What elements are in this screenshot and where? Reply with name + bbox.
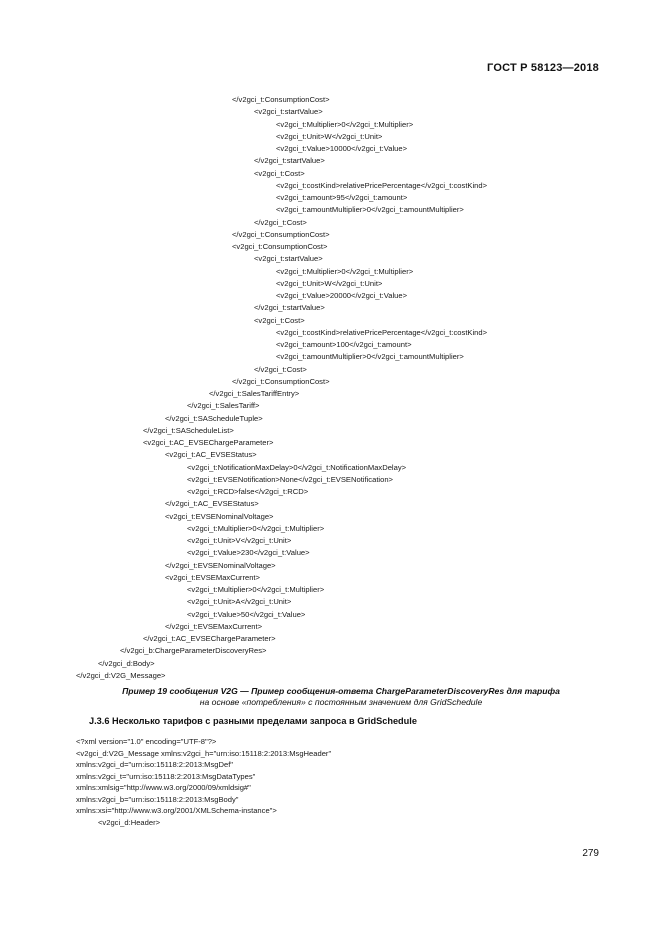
xml-code-line: </v2gci_d:V2G_Message>	[76, 670, 166, 680]
xml-code-line: </v2gci_b:ChargeParameterDiscoveryRes>	[120, 646, 267, 656]
xml-code-line: <v2gci_t:Multiplier>0</v2gci_t:Multiplier>	[276, 266, 414, 276]
xml-code-line: </v2gci_t:SAScheduleTuple>	[165, 413, 263, 423]
page-number: 279	[582, 848, 599, 859]
xml-code-line: xmlns:v2gci_b="urn:iso:15118:2:2013:MsgBody"	[76, 794, 239, 804]
xml-code-line: xmlns:xmlsig="http://www.w3.org/2000/09/xmldsig#"	[76, 783, 251, 792]
xml-code-line: </v2gci_t:startValue>	[254, 156, 325, 166]
xml-code-line: <v2gci_t:Cost>	[254, 168, 305, 178]
xml-code-line: </v2gci_t:ConsumptionCost>	[232, 95, 330, 104]
xml-code-line: </v2gci_t:SalesTariff>	[187, 401, 260, 411]
xml-code-line: <v2gci_t:startValue>	[254, 254, 323, 264]
xml-code-line: <v2gci_d:V2G_Message xmlns:v2gci_h="urn:iso:15118:2:2013:MsgHeader"	[76, 748, 332, 758]
xml-code-line: <v2gci_t:Value>230</v2gci_t:Value>	[187, 548, 310, 558]
xml-code-line: <v2gci_t:Unit>W</v2gci_t:Unit>	[276, 278, 383, 288]
xml-code-line: <v2gci_t:EVSENominalVoltage>	[165, 511, 274, 521]
xml-code-line: </v2gci_t:EVSEMaxCurrent>	[165, 621, 263, 631]
xml-code-line: <v2gci_t:EVSENotification>None</v2gci_t:EVSENotification>	[187, 474, 393, 484]
xml-code-line: <v2gci_t:EVSEMaxCurrent>	[165, 572, 260, 582]
xml-code-line: <v2gci_t:Multiplier>0</v2gci_t:Multiplier>	[276, 119, 414, 129]
xml-code-line: </v2gci_t:Cost>	[254, 217, 307, 227]
xml-code-line: <v2gci_t:Value>10000</v2gci_t:Value>	[276, 144, 408, 153]
xml-code-line: <v2gci_t:ConsumptionCost>	[232, 242, 328, 251]
xml-code-line: xmlns:v2gci_t="urn:iso:15118:2:2013:MsgDataTypes"	[76, 771, 256, 781]
xml-code-line: <v2gci_t:AC_EVSEChargeParameter>	[143, 438, 274, 447]
xml-code-line: <v2gci_t:Unit>V</v2gci_t:Unit>	[187, 536, 292, 545]
xml-code-line: <v2gci_t:amountMultiplier>0</v2gci_t:amountMultiplier>	[276, 352, 464, 362]
xml-code-line: <v2gci_t:NotificationMaxDelay>0</v2gci_t:NotificationMaxDelay>	[187, 462, 407, 472]
xml-code-line: </v2gci_t:AC_EVSEChargeParameter>	[143, 634, 276, 643]
xml-code-line: </v2gci_d:Body>	[98, 658, 155, 668]
xml-code-line: <v2gci_t:Cost>	[254, 315, 305, 325]
section-heading: J.3.6 Несколько тарифов с разными пределами запроса в GridSchedule	[89, 716, 417, 726]
xml-code-line: <v2gci_t:Value>50</v2gci_t:Value>	[187, 609, 306, 619]
xml-code-line: <v2gci_t:Value>20000</v2gci_t:Value>	[276, 291, 408, 300]
xml-code-line: xmlns:xsi="http://www.w3.org/2001/XMLSchema-instance">	[76, 806, 277, 815]
xml-code-line: <v2gci_t:amount>95</v2gci_t:amount>	[276, 193, 408, 202]
xml-code-line: </v2gci_t:ConsumptionCost>	[232, 229, 330, 239]
document-id: ГОСТ Р 58123—2018	[487, 62, 599, 74]
xml-code-line: </v2gci_t:AC_EVSEStatus>	[165, 499, 259, 509]
xml-code-line: <v2gci_t:AC_EVSEStatus>	[165, 450, 257, 460]
xml-code-line: <v2gci_t:amountMultiplier>0</v2gci_t:amountMultiplier>	[276, 205, 464, 215]
xml-code-line: <v2gci_t:amount>100</v2gci_t:amount>	[276, 340, 412, 349]
xml-code-line: <v2gci_t:Unit>A</v2gci_t:Unit>	[187, 597, 292, 607]
xml-code-line: <v2gci_d:Header>	[98, 817, 161, 827]
xml-code-line: <v2gci_t:costKind>relativePricePercentage</v2gci_t:costKind>	[276, 180, 488, 190]
xml-code-line: </v2gci_t:startValue>	[254, 303, 325, 313]
xml-code-line: </v2gci_t:SalesTariffEntry>	[209, 389, 300, 398]
xml-code-line: </v2gci_t:SAScheduleList>	[143, 425, 234, 435]
xml-code-line: <?xml version="1.0" encoding="UTF-8"?>	[76, 737, 217, 746]
xml-code-line: <v2gci_t:RCD>false</v2gci_t:RCD>	[187, 487, 309, 496]
xml-code-line: <v2gci_t:costKind>relativePricePercentage</v2gci_t:costKind>	[276, 327, 488, 337]
caption-line-1: Пример 19 сообщения V2G — Пример сообщения-ответа ChargeParameterDiscoveryRes для тарифа	[122, 686, 560, 696]
xml-code-line: <v2gci_t:startValue>	[254, 107, 323, 117]
example-caption	[76, 686, 606, 708]
xml-code-line: xmlns:v2gci_d="urn:iso:15118:2:2013:MsgDef"	[76, 760, 234, 769]
xml-code-line: <v2gci_t:Multiplier>0</v2gci_t:Multiplier>	[187, 523, 325, 533]
xml-code-line: </v2gci_t:ConsumptionCost>	[232, 376, 330, 386]
xml-code-line: <v2gci_t:Unit>W</v2gci_t:Unit>	[276, 131, 383, 141]
xml-code-line: <v2gci_t:Multiplier>0</v2gci_t:Multiplier>	[187, 585, 325, 594]
xml-code-line: </v2gci_t:EVSENominalVoltage>	[165, 560, 276, 570]
caption-line-2: на основе «потребления» с постоянным значением для GridSchedule	[199, 697, 483, 707]
xml-code-line: </v2gci_t:Cost>	[254, 364, 307, 374]
